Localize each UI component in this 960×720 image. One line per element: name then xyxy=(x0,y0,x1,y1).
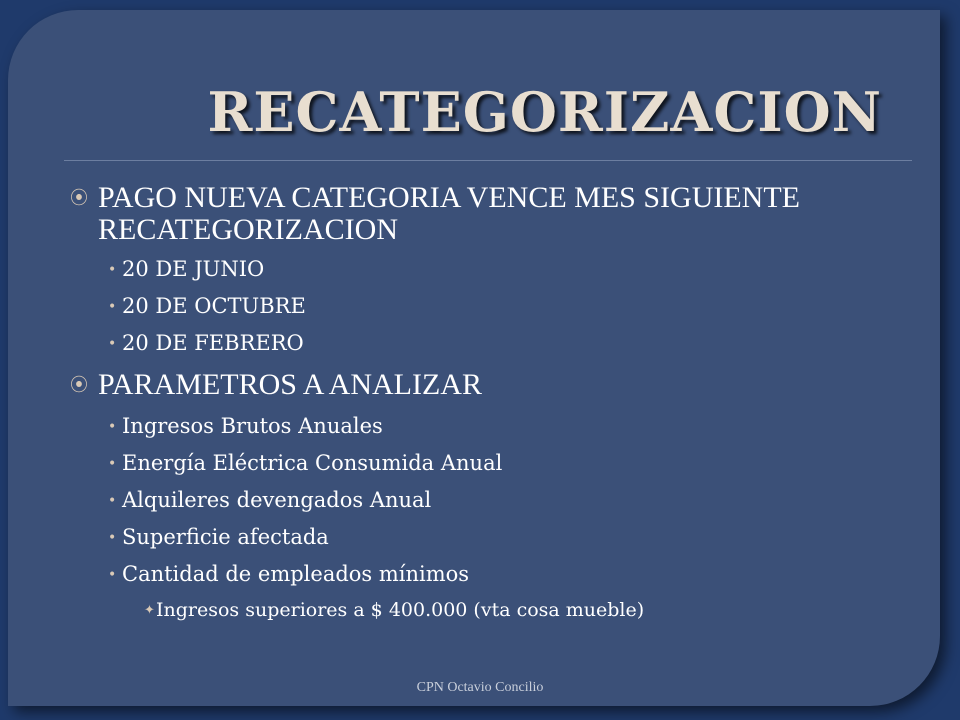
title-divider xyxy=(64,160,912,161)
list-item-text: 20 DE OCTUBRE xyxy=(122,294,306,318)
circled-dot-icon: ⦿ xyxy=(70,188,88,209)
dot-icon: • xyxy=(108,298,117,315)
list-item xyxy=(108,524,890,551)
section-parameters xyxy=(70,369,890,403)
list-item xyxy=(108,330,890,357)
slide-panel xyxy=(8,10,940,706)
list-item-text: Energía Eléctrica Consumida Anual xyxy=(122,451,503,475)
footer-author: CPN Octavio Concilio xyxy=(416,680,544,695)
list-item xyxy=(108,487,890,514)
four-point-star-icon: ✦ xyxy=(144,603,155,618)
dot-icon: • xyxy=(108,566,117,583)
sub-list-item xyxy=(144,598,890,623)
dot-icon: • xyxy=(108,492,117,509)
dot-icon: • xyxy=(108,335,117,352)
list-item-text: Superficie afectada xyxy=(122,525,329,549)
list-item-text: Alquileres devengados Anual xyxy=(122,488,432,512)
circled-dot-icon: ⦿ xyxy=(70,375,88,396)
dot-icon: • xyxy=(108,455,117,472)
list-item-text: Cantidad de empleados mínimos xyxy=(122,562,470,586)
list-item xyxy=(108,256,890,283)
list-item xyxy=(108,450,890,477)
dot-icon: • xyxy=(108,418,117,435)
section-heading: PARAMETROS A ANALIZAR xyxy=(98,368,482,401)
list-item-text: 20 DE JUNIO xyxy=(122,257,265,281)
slide-content xyxy=(70,182,890,633)
slide-title: RECATEGORIZACION xyxy=(207,80,882,144)
section-heading: PAGO NUEVA CATEGORIA VENCE MES SIGUIENTE RECATEGORIZACION xyxy=(98,181,800,246)
list-item-text: Ingresos Brutos Anuales xyxy=(122,414,383,438)
list-item xyxy=(108,293,890,320)
list-item xyxy=(108,413,890,440)
section-payment xyxy=(70,182,890,246)
list-item-text: 20 DE FEBRERO xyxy=(122,331,304,355)
list-item xyxy=(108,561,890,588)
dot-icon: • xyxy=(108,261,117,278)
sub-list-item-text: Ingresos superiores a $ 400.000 (vta cosa mueble) xyxy=(156,599,645,621)
dot-icon: • xyxy=(108,529,117,546)
